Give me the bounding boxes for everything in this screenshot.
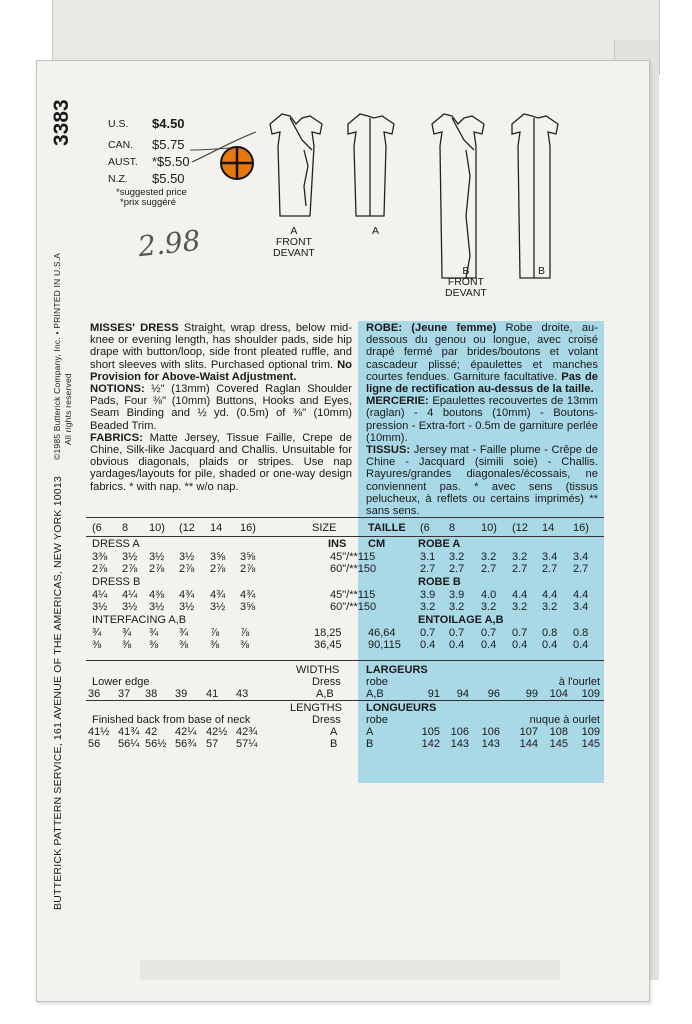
robe-b-metrage-cell: 3.9 [449, 589, 465, 601]
longueur-a-cell: 106 [481, 726, 500, 738]
interfacing-width-cm: 90,115 [368, 639, 401, 651]
handwritten-price: 2.98 [136, 223, 202, 264]
length-a-cell: 42½ [206, 726, 228, 738]
price-label: AUST. [108, 156, 138, 168]
notions-text: ½" (13mm) Covered Raglan Shoulder Pads, Four ⅜" (10mm) Buttons, Hooks and Eyes, Seam Binding and ½ yd. (0.5m) of ⅜" (10mm) Beaded Trim. [90, 383, 352, 432]
interfacing-width-cm: 46,64 [368, 627, 396, 639]
dress-a-yardage-cell: 2⅞ [92, 563, 108, 575]
interfacing-yardage-cell: ¾ [122, 627, 132, 639]
entoilage-metrage-cell: 0.4 [542, 639, 558, 651]
dress-b-yardage-cell: 4⅜ [149, 589, 165, 601]
robe-a-metrage-cell: 3.4 [573, 551, 589, 563]
robe-a-metrage-cell: 3.2 [512, 551, 528, 563]
length-b-cell: 56½ [145, 738, 167, 750]
dress-b-yardage-cell: 3⅝ [240, 601, 256, 613]
largeur-cell: 91 [427, 688, 440, 700]
longueur-b-cell: 145 [549, 738, 568, 750]
robe-a-label: ROBE A [418, 538, 461, 550]
robe-a-metrage-cell: 3.1 [420, 551, 436, 563]
dress-b-label: DRESS B [92, 576, 141, 588]
taille-header-cell: (12 [512, 522, 528, 534]
entoilage-metrage-cell: 0.4 [512, 639, 528, 651]
nuque-a-ourlet-label: nuque à ourlet [529, 714, 600, 726]
length-b-cell: 56¼ [118, 738, 140, 750]
robe-b-metrage-cell: 4.4 [512, 589, 528, 601]
robe-b-label: ROBE B [418, 576, 461, 588]
lower-edge-label: Lower edge [92, 676, 150, 688]
interfacing-yardage-cell: ⅜ [122, 639, 132, 651]
interfacing-yardage-cell: ⅜ [179, 639, 189, 651]
price-label: U.S. [108, 118, 129, 130]
size-header-cell: 14 [210, 522, 223, 534]
ins-label: INS [328, 538, 347, 550]
price-row-can [108, 137, 190, 154]
dress-b-yardage-cell: 3½ [92, 601, 108, 613]
sketch-label-a-front: A FRONT DEVANT [273, 225, 315, 259]
copyright-line: ©1985 Butterick Company, Inc. • PRINTED IN U.S.A [52, 252, 62, 460]
size-header-cell: (6 [92, 522, 102, 534]
widths-label: WIDTHS [296, 664, 340, 676]
length-b-cell: 57¼ [236, 738, 258, 750]
price-label: N.Z. [108, 173, 128, 185]
size-header-cell: 10) [149, 522, 165, 534]
size-header-cell: 16) [240, 522, 256, 534]
largeur-cell: 104 [549, 688, 568, 700]
no-provision-note: No Provision for Above-Waist Adjustment. [90, 358, 353, 383]
dress-b-yardage-cell: 4¾ [179, 589, 195, 601]
lower-edge-width-cell: 41 [206, 688, 219, 700]
length-a-cell: 41½ [88, 726, 110, 738]
a-l-ourlet-label: à l'ourlet [558, 676, 600, 688]
envelope-smudge [140, 960, 560, 980]
price-row-nz [108, 171, 190, 188]
french-description [366, 322, 598, 517]
robe-b-metrage-cell: 3.4 [573, 601, 589, 613]
fabric-width-cell: 45"/**115 [330, 551, 376, 563]
largeur-cell: 99 [525, 688, 538, 700]
dress-a-yardage-cell: 3⅝ [210, 551, 226, 563]
interfacing-width-ins: 36,45 [314, 639, 342, 651]
sketch-label-a: A [372, 225, 380, 237]
length-a-cell: 41¾ [118, 726, 140, 738]
entoilage-metrage-cell: 0.7 [420, 627, 436, 639]
interfacing-yardage-cell: ⅜ [149, 639, 159, 651]
robe-b-metrage-cell: 3.2 [512, 601, 528, 613]
robe-a-metrage-cell: 2.7 [420, 563, 436, 575]
length-b-cell: 57 [206, 738, 219, 750]
robe-a-metrage-cell: 2.7 [449, 563, 465, 575]
lower-edge-width-cell: 39 [175, 688, 188, 700]
rights-line: All rights reserved [63, 373, 73, 445]
interfacing-yardage-cell: ¾ [92, 627, 102, 639]
fabric-width-cell: 60"/**150 [330, 563, 377, 575]
widths-bottom-rule [86, 700, 604, 701]
tissus-text: Jersey mat - Faille plume - Crêpe de Chine - Jacquard (simili soie) - Challis. Rayures/grandes diagonales/écossais, ne conviennent pas. * avec sens (tissus pelucheux, à reflets ou certains imprimés) ** sans sens. [366, 444, 598, 518]
longueur-a-cell: 105 [421, 726, 440, 738]
robe-a-metrage-cell: 2.7 [573, 563, 589, 575]
dress-a-label: DRESS A [92, 538, 140, 550]
dress-b-yardage-cell: 4¼ [92, 589, 108, 601]
yardage-bottom-rule [86, 660, 604, 661]
sketch-label-b-front: B FRONT DEVANT [445, 265, 487, 299]
length-a-cell: 42¾ [236, 726, 258, 738]
interfacing-yardage-cell: ⅜ [210, 639, 220, 651]
mercerie-label: MERCERIE: [366, 395, 429, 408]
longueur-a-cell: 109 [581, 726, 600, 738]
dress-title: MISSES' DRESS [90, 322, 179, 334]
entoilage-metrage-cell: 0.7 [481, 627, 497, 639]
longueur-b-cell: 143 [450, 738, 469, 750]
largeur-cell: 109 [581, 688, 600, 700]
dress-label: Dress [312, 676, 341, 688]
table-header-rule [86, 536, 604, 537]
fabrics-label: FABRICS: [90, 431, 143, 444]
view-a-label: A [330, 726, 338, 738]
robe-b-metrage-cell: 3.2 [542, 601, 558, 613]
dress-b-yardage-cell: 4¼ [122, 589, 138, 601]
length-b-cell: 56 [88, 738, 101, 750]
entoilage-metrage-cell: 0.4 [449, 639, 465, 651]
view-b-label: B [330, 738, 338, 750]
largeur-cell: 94 [456, 688, 469, 700]
longueur-b-cell: 143 [481, 738, 500, 750]
longueur-a-cell: 106 [450, 726, 469, 738]
dress-b-yardage-cell: 3½ [149, 601, 165, 613]
notions-label: NOTIONS: [90, 383, 145, 396]
taille-label: TAILLE [368, 522, 406, 534]
dress-a-yardage-cell: 2⅞ [240, 563, 256, 575]
lengths-label: LENGTHS [290, 702, 342, 714]
table-top-rule [86, 517, 604, 518]
entoilage-metrage-cell: 0.8 [542, 627, 558, 639]
entoilage-label: ENTOILAGE A,B [418, 614, 504, 626]
dress-b-yardage-cell: 4¾ [210, 589, 226, 601]
size-header-cell: (12 [179, 522, 195, 534]
robe-a-metrage-cell: 3.2 [481, 551, 497, 563]
robe-a-metrage-cell: 3.4 [542, 551, 558, 563]
longueur-b-cell: 144 [519, 738, 538, 750]
dress-a-yardage-cell: 3½ [149, 551, 165, 563]
dress-a-yardage-cell: 2⅞ [179, 563, 195, 575]
price-pen-mark [190, 128, 260, 168]
interfacing-yardage-cell: ¾ [179, 627, 189, 639]
robe-b-metrage-cell: 4.4 [573, 589, 589, 601]
lower-edge-width-cell: 38 [145, 688, 158, 700]
robe-a-metrage-cell: 3.2 [449, 551, 465, 563]
interfacing-label: INTERFACING A,B [92, 614, 187, 626]
entoilage-metrage-cell: 0.4 [481, 639, 497, 651]
dress-label: Dress [312, 714, 341, 726]
entoilage-metrage-cell: 0.4 [573, 639, 589, 651]
length-a-cell: 42¼ [175, 726, 197, 738]
robe-b-metrage-cell: 3.9 [420, 589, 436, 601]
fabric-width-cell: 60"/**150 [330, 601, 377, 613]
robe-b-metrage-cell: 4.4 [542, 589, 558, 601]
lower-edge-width-cell: 36 [88, 688, 101, 700]
interfacing-yardage-cell: ⅞ [240, 627, 250, 639]
tissus-label: TISSUS: [366, 444, 411, 457]
robe-a-metrage-cell: 2.7 [481, 563, 497, 575]
dress-b-yardage-cell: 3½ [122, 601, 138, 613]
vue-ab-label: A,B [366, 688, 384, 700]
length-a-cell: 42 [145, 726, 158, 738]
taille-header-cell: 10) [481, 522, 497, 534]
longueur-a-cell: 108 [549, 726, 568, 738]
publisher-address: BUTTERICK PATTERN SERVICE, 161 AVENUE OF THE AMERICAS, NEW YORK 10013 [52, 476, 64, 910]
dress-a-yardage-cell: 3⅜ [92, 551, 108, 563]
dress-b-yardage-cell: 3½ [179, 601, 195, 613]
interfacing-yardage-cell: ¾ [149, 627, 159, 639]
price-value: $5.50 [152, 171, 185, 186]
robe-description: Robe droite, au-dessous du genou ou longue, avec croisé drapé fermé par brides/boutons et volant cascadeur plissé; épaulettes et manches courtes fendues. Garniture facultative. [366, 322, 598, 383]
dress-a-yardage-cell: 3½ [122, 551, 138, 563]
longueurs-label: LONGUEURS [366, 702, 437, 714]
interfacing-yardage-cell: ⅜ [92, 639, 102, 651]
cm-label: CM [368, 538, 386, 550]
taille-header-cell: (6 [420, 522, 430, 534]
robe-label: robe [366, 714, 389, 726]
robe-b-metrage-cell: 3.2 [481, 601, 497, 613]
taille-header-cell: 14 [542, 522, 555, 534]
lower-edge-width-cell: 37 [118, 688, 131, 700]
vue-a-label: A [366, 726, 374, 738]
finished-back-label: Finished back from base of neck [92, 714, 251, 726]
dress-a-yardage-cell: 2⅞ [210, 563, 226, 575]
longueur-b-cell: 142 [421, 738, 440, 750]
pas-de-ligne-note: Pas de ligne de rectification au-dessus de la taille. [366, 370, 599, 396]
largeur-cell: 96 [487, 688, 500, 700]
dress-a-yardage-cell: 3½ [179, 551, 195, 563]
longueur-a-cell: 107 [519, 726, 538, 738]
taille-header-cell: 8 [449, 522, 456, 534]
robe-a-metrage-cell: 2.7 [512, 563, 528, 575]
fabric-width-cell: 45"/**115 [330, 589, 376, 601]
largeurs-label: LARGEURS [366, 664, 428, 676]
robe-label: robe [366, 676, 389, 688]
size-label: SIZE [312, 522, 337, 534]
vue-b-label: B [366, 738, 374, 750]
price-value: $5.75 [152, 137, 185, 152]
price-row-aust [108, 154, 190, 171]
taille-header-cell: 16) [573, 522, 589, 534]
dress-a-yardage-cell: 2⅞ [122, 563, 138, 575]
length-b-cell: 56¾ [175, 738, 197, 750]
entoilage-metrage-cell: 0.7 [449, 627, 465, 639]
sketch-label-b: B [538, 265, 546, 277]
view-ab-label: A,B [316, 688, 334, 700]
price-row-us [108, 116, 190, 133]
interfacing-yardage-cell: ⅜ [240, 639, 250, 651]
entoilage-metrage-cell: 0.4 [420, 639, 436, 651]
price-value: *$5.50 [152, 154, 190, 169]
interfacing-width-ins: 18,25 [314, 627, 342, 639]
robe-b-metrage-cell: 4.0 [481, 589, 497, 601]
dress-a-yardage-cell: 3⅝ [240, 551, 256, 563]
robe-b-metrage-cell: 3.2 [449, 601, 465, 613]
dress-b-yardage-cell: 4¾ [240, 589, 256, 601]
mercerie-text: Epaulettes recouvertes de 13mm (raglan) - 4 boutons (10mm) - Boutons-pression - Extra-fort - 0.5m de garniture perlée (10mm). [366, 395, 598, 444]
prix-suggere-note: *prix suggéré [120, 197, 176, 208]
lower-edge-width-cell: 43 [236, 688, 249, 700]
longueur-b-cell: 145 [581, 738, 600, 750]
price-label: CAN. [108, 139, 134, 151]
entoilage-metrage-cell: 0.7 [512, 627, 528, 639]
robe-b-metrage-cell: 3.2 [420, 601, 436, 613]
robe-a-metrage-cell: 2.7 [542, 563, 558, 575]
robe-title: ROBE: (Jeune femme) [366, 322, 497, 334]
english-description [90, 322, 352, 493]
entoilage-metrage-cell: 0.8 [573, 627, 589, 639]
size-header-cell: 8 [122, 522, 129, 534]
price-block [108, 116, 190, 208]
interfacing-yardage-cell: ⅞ [210, 627, 220, 639]
pattern-number: 3383 [50, 99, 73, 146]
dress-b-yardage-cell: 3½ [210, 601, 226, 613]
fabrics-text: Matte Jersey, Tissue Faille, Crepe de Chine, Silk-like Jacquard and Challis. Unsuitable for obvious diagonals, plaids or stripes. Use nap yardages/layouts for pile, shaded or one-way design fabrics. * with nap. ** w/o nap. [90, 431, 352, 493]
price-value: $4.50 [152, 116, 185, 131]
dress-a-yardage-cell: 2⅞ [149, 563, 165, 575]
suggested-price-note: *suggested price [116, 187, 187, 198]
dress-description: Straight, wrap dress, below mid-knee or evening length, has shoulder pads, side hip drape with button/loop, side front pleated ruffle, and short sleeves with slits. Purchased optional trim. [90, 322, 353, 371]
